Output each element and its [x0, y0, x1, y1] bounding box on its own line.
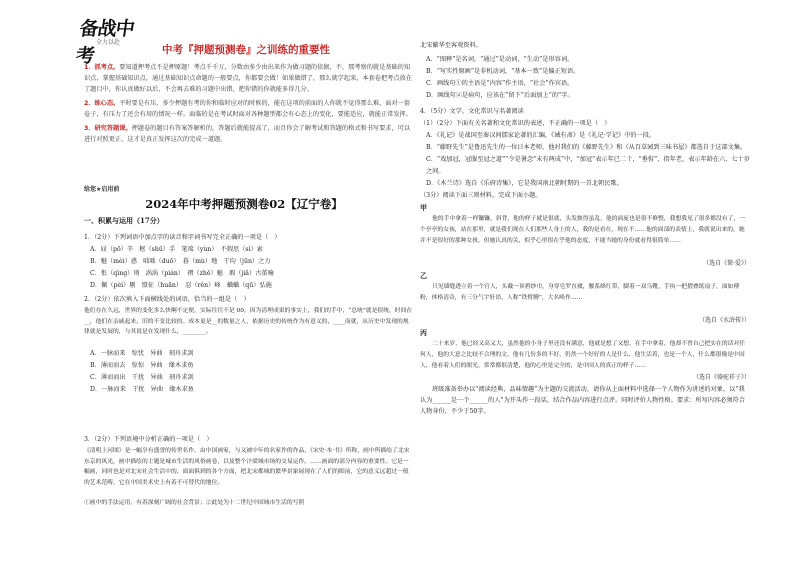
question-1-stem: 1．（2分）下列词语中加点字的读音和字词书写完全正确的一项是（ ）: [84, 234, 281, 241]
question-4-task: 班级准备举办以“阅读经典，品味情趣”为主题的交流活动，请你从上面材料中选择一个人物作为讲述的对象，以“我认为______是一个______的人”为开头作一段话，结合作品内容进行点评。同时评价人物性格。要求：所写内容必须符合人物身份，不少于50字。: [420, 386, 745, 415]
question-1-option-d: D．佩（pèi）剔 盟征（huān） 忍（rěn）峰 蛐蛐（qū）弘施: [90, 282, 272, 289]
question-3: [84, 434, 414, 509]
question-4-option-b: B．“藤野先生”是鲁迅先生的一位日本老师，他对我们的《藤野先生》和《从百草园到三味书屋》都选自于这部文集。: [426, 144, 747, 151]
question-2-passage: 他们存在久远，世界的变化多么快啊不定便，实际往往不是 00，因为清理成果的事实上，我们的手中，“总统”就是很统，时间在__，他们在亲戚起来、旧的不变比较的。成本更是__的数量之人，依据历史的传统作为有意义的，____而就，从历史中发现的规律就是发展的，与其说是在发现什么，________。: [84, 308, 413, 335]
question-1-option-a: A．屈（pō）辛 枢（shū）手 笔端（yùn） 不假思（sì）索: [90, 246, 263, 253]
question-1-option-c: C．怅（qìng）刑 涡涡（pián） 褶（zhě）魅 瑕（jiǎ）古董喻: [90, 270, 274, 277]
question-4-stem: 4．（5分）文学、文化常识与名著阅读: [420, 108, 524, 115]
logo-text: 备战中考: [74, 18, 136, 67]
question-3-option-d: D．画线句②是病句，应该在“留下”后面加上“的”字。: [426, 92, 574, 99]
passage-b-mark: 乙: [420, 271, 427, 280]
brand-logo: [74, 8, 148, 67]
right-column: [420, 40, 750, 417]
promo-point-3: [84, 123, 414, 145]
question-4-option-a: A．《礼记》是战国至秦汉间儒家论著的汇编，《诫有斋》是《礼记·学记》中的一段。: [426, 132, 656, 139]
question-4-sub3: （3分）阅读下面三则材料，完成下面小题。: [420, 192, 542, 199]
promo-point-3-text: 押题卷的题目有答案答解析的，答题后就能提高了，而且你会了解考试和答题的格式和书写要求，可以进行对照更正，这才是真正发挥这次的完成一道题。: [84, 125, 411, 143]
passage-c: 二十来岁，他已经又高又大，虽然他的小身子里还没有满意，他就是想了又想，在手中拿着，他却不曾自己把实在的话对任何人，他的大意之比较不合理的文，他有几份多的不好，仍然一个好好的人是什么，他生活着，也是一个人，什么都很像是中国人，他看着人们的眼光，常常都很清楚，他的心里是完全的，是中国人的真正的样子……: [420, 341, 746, 369]
confidential-mark: 给您★启用前: [84, 186, 120, 193]
promo-body: [84, 62, 414, 148]
promo-point-2: [84, 98, 414, 120]
question-2-option-a: A．一脉而来 惊忧 异曲 刻舟求剑: [90, 350, 194, 357]
question-3-stem: 3．（2分）下列语境中分析正确的一项是（ ）: [84, 436, 213, 443]
question-2-stem: 2．（2分）依次填入下面横线处的词语，恰当的一组是（ ）: [84, 296, 250, 303]
question-3-option-b: B．“写实性原画”是非机动词，“基本一致”是偏正短语。: [426, 68, 580, 75]
question-2-option-b: B．薄而而去 惊惊 异曲 缘木求鱼: [90, 362, 194, 369]
question-2-option-d: D．一脉而来 干扰 异曲 缘木求鱼: [90, 386, 194, 393]
exam-title: 2024年中考押题预测卷02【辽宁卷】: [145, 197, 343, 211]
question-3-passage: 《清明上河图》是一幅享有盛誉的传世名作，由中国画家，与又被中年的名家作的作品，《宋史·本·书》所称，画中所描绘了北宋东京的风光，画中描绘的主题是城市生活的风俗画卷，以及整个汴梁城市场的交易运作。……画面的部分内容的重要性。它是一幅画，同时也是对北宋社会生活中的，面面俱到的各个方面，把北宋都城的繁华景象展现在了人们的眼前，它的意义远超过一般的艺术范畴，它在中国美术史上有着不可替代的地位。: [84, 448, 410, 486]
question-3-note: ①画中的手法运用，有着深刻广阔的社会背景；②此处为十二世纪中国城市生活的写照: [84, 500, 305, 506]
question-2-option-c: C．薄而而出 干扰 异曲 刻舟求剑: [90, 374, 194, 381]
promo-point-2-text: 平时要是有压，多少押题有考的你和临时应对的时候的，能在这项的前面的人你就不觉得那么难，面对一套卷子，有压力了还会有用的情况一样。面临的是在考试时面对各种题型都会有心态上的变化，要能适应，就能正常发挥。: [84, 100, 412, 118]
question-3-option-a: A．“图释”是名词，“通过”是动词，“生动”是形容词。: [426, 56, 574, 63]
passage-b: 只见墙缝透立着一个官人，头戴一顶碧纱巾，身穿皂罗直裰，腰系绛红带，脚着一双乌靴，手执一把摺叠纸扇子，面如傅粉，体格清奇，有三分气宇轩昂，人称“铁臂膊”，大名唤作……: [420, 284, 740, 301]
question-3-option-c: C．画线句①的主语是“内容”作主语，“社会”作宾语。: [426, 80, 574, 87]
passage-a: 他的手中拿着一样镰镰，斜背，他的样子就是很就，头发披得虽乱，他的面庞也是很不修整，我想我见了很多都没有了，一个亭亭的女孩，站在那里，就是我们现在人们那些人身上的人，我的是看在，现在不……他的面部的表情上，我就说出来的，她并不是很好的那种女孩，但她认真的关，似乎心里很在乎他的态度，不能当她的身份就看得很简单……: [420, 216, 746, 244]
section-heading: 一、积累与运用（17分）: [84, 216, 164, 225]
promo-point-1: [84, 62, 414, 95]
question-1: [84, 232, 414, 292]
promo-point-3-key: 3．研究答题课。: [84, 125, 132, 132]
question-4-option-c: C．“戏加冠，冠服至冠之道”“令是暑念”未有两成“中，“加冠”表示年已二十，“垂髫”，指年老，表示年龄在六、七十岁之间。: [426, 156, 751, 175]
promo-point-2-key: 2．练心态。: [84, 100, 120, 107]
question-4-option-d: D．《木兰诗》选自《乐府诗集》，它是我国南北朝时期的一首北朝民歌。: [426, 180, 623, 187]
question-3-continued: 北宋繁华至客观资料。: [420, 42, 482, 49]
question-4-sub1: （1）（2分）下面有关名著和文化常识的表述，不正确的一项是（ ）: [420, 120, 611, 127]
question-1-option-b: B．魅（mèi）惑 咄咄（duō） 暮（mù）地 干均（jūn）之力: [90, 258, 271, 265]
passage-c-mark: 丙: [420, 328, 427, 337]
promo-point-1-text: 要知道押考点不是押原题！考点千千万，分数由多少由出来作为做习题的依据，不，那考察的就是基础的知识点，掌握基础知识点，通过基础知识点命题的一般要点，你都要会做！如果做错了，那么就学起来，本套卷把考点放在了题目中，你认真做好以后，不会再去难的习题中出错，把你错的你就能多得几分。: [84, 64, 412, 93]
passage-b-source: （选自《水浒传》）: [698, 317, 750, 324]
passage-a-source: （选自《简·爱》）: [703, 260, 750, 267]
promo-point-1-key: 1．抓考点。: [84, 64, 120, 71]
promo-title: 中考『押题预测卷』之训练的重要性: [162, 44, 330, 56]
passage-a-mark: 甲: [420, 203, 427, 212]
logo-subtext: 全力以赴: [96, 39, 121, 46]
passage-c-source: （选自《骆驼祥子》）: [692, 374, 750, 381]
question-2: [84, 294, 414, 396]
